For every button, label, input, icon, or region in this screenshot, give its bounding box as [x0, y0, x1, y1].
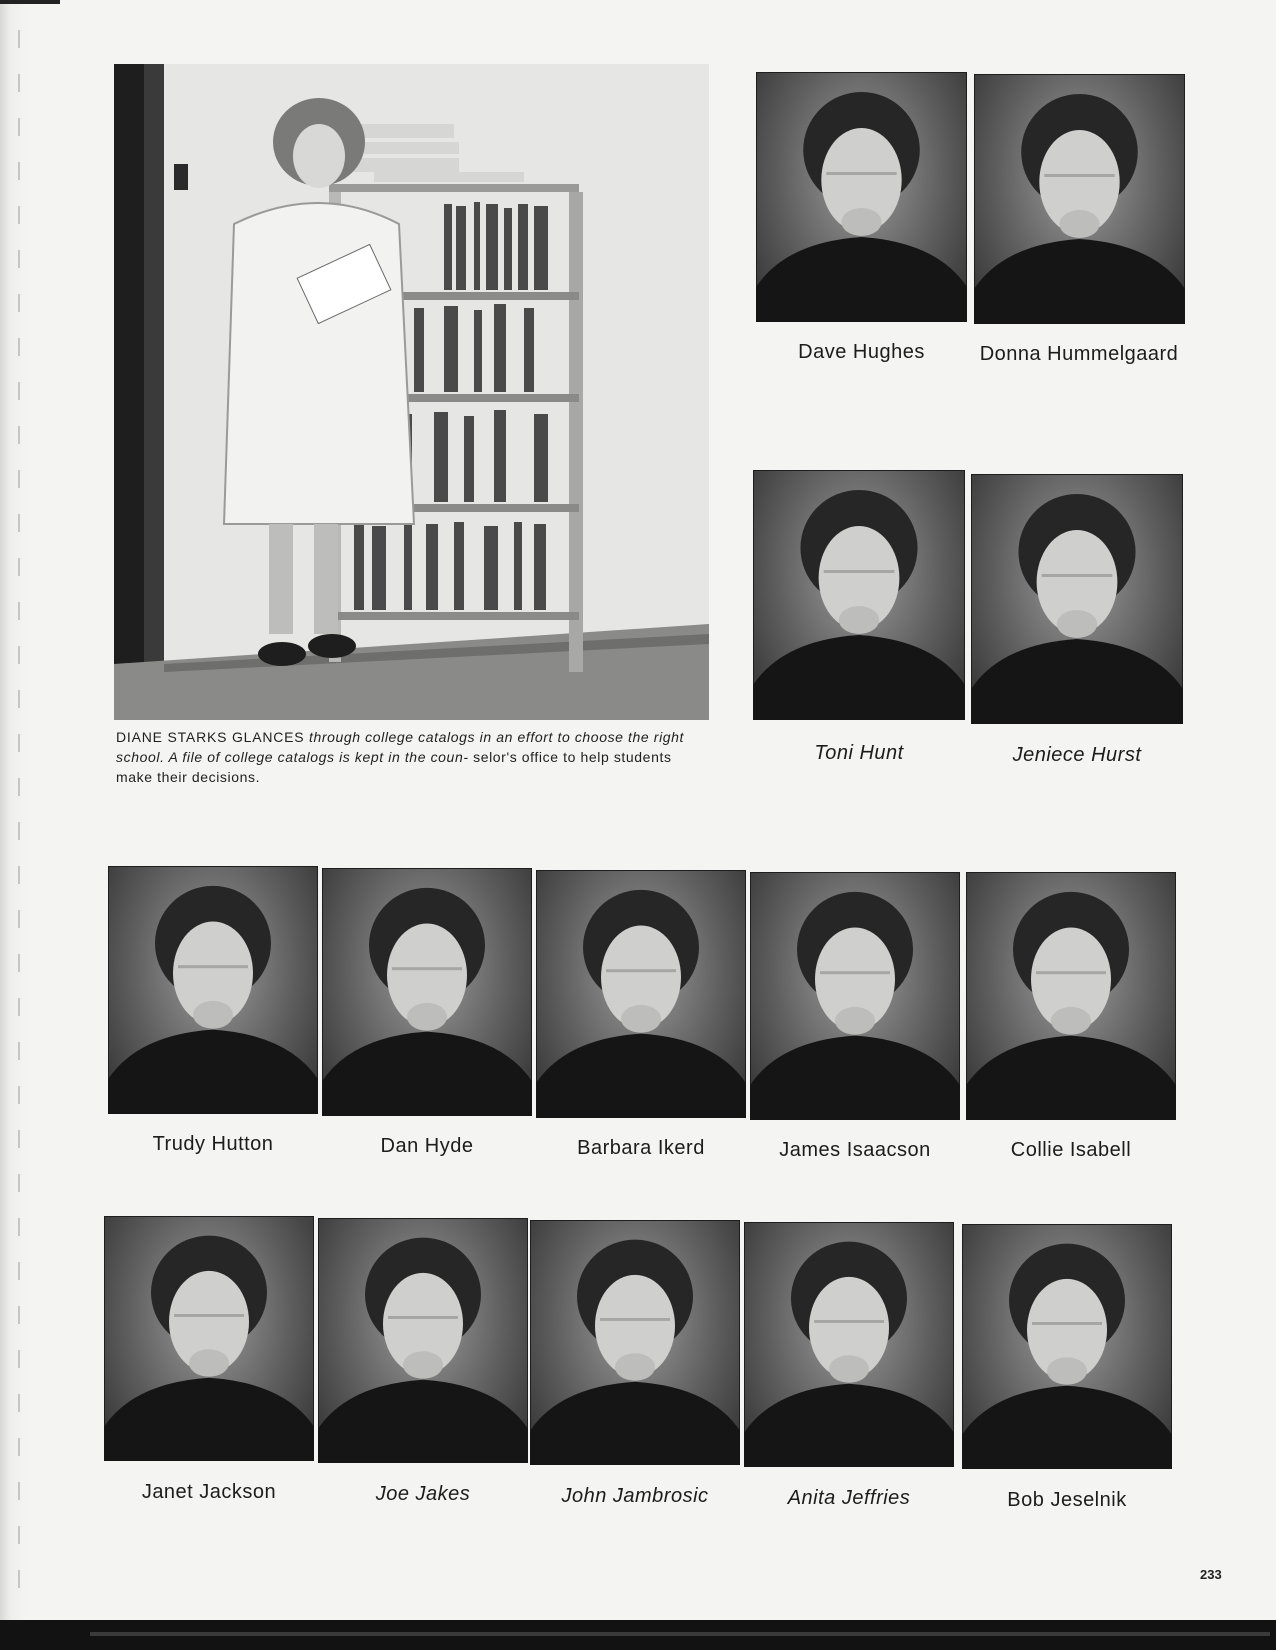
portrait-name: Donna Hummelgaard [979, 343, 1179, 365]
portrait-photo [962, 1224, 1172, 1469]
scan-corner-mark [0, 0, 60, 4]
portrait-photo [536, 870, 746, 1118]
portrait-name: Dave Hughes [798, 341, 925, 363]
portrait-name: Dan Hyde [380, 1135, 474, 1157]
portrait-figure [966, 872, 1176, 1120]
portrait-photo [974, 74, 1185, 324]
portrait-name: Barbara Ikerd [577, 1137, 705, 1159]
portrait-photo [756, 72, 967, 322]
portrait-name: Collie Isabell [1010, 1139, 1132, 1161]
portrait-photo [530, 1220, 740, 1465]
caption-normal-text: selor's office to help students make their decisions. [116, 749, 672, 785]
portrait-figure [536, 870, 746, 1118]
photo-caption [116, 727, 700, 787]
portrait-figure [322, 868, 532, 1116]
portrait-photo [744, 1222, 954, 1467]
portrait-photo [750, 872, 960, 1120]
portrait-figure [753, 470, 965, 720]
portrait-name: Janet Jackson [141, 1481, 277, 1503]
portrait-name: Toni Hunt [814, 742, 904, 764]
portrait-name: John Jambrosic [561, 1485, 709, 1507]
portrait-name: Trudy Hutton [152, 1133, 274, 1155]
portrait-photo [108, 866, 318, 1114]
portrait-photo [966, 872, 1176, 1120]
portrait-photo [971, 474, 1183, 724]
portrait-figure [108, 866, 318, 1114]
portrait-figure [962, 1224, 1172, 1469]
portrait-photo [753, 470, 965, 720]
portrait-name: Bob Jeselnik [1007, 1489, 1127, 1511]
portrait-name: Joe Jakes [375, 1483, 471, 1505]
book-binding-shadow [0, 0, 26, 1620]
portrait-figure [750, 872, 960, 1120]
caption-lead: DIANE STARKS GLANCES [116, 729, 305, 745]
caption-italic-text: through college catalogs in an effort to choose the right school. A file of college catalogs is kept in the coun- [116, 729, 685, 765]
portrait-photo [322, 868, 532, 1116]
portrait-name: Anita Jeffries [787, 1487, 911, 1509]
portrait-figure [530, 1220, 740, 1465]
portrait-figure [971, 474, 1183, 724]
portrait-figure [318, 1218, 528, 1463]
portrait-figure [974, 74, 1185, 324]
portrait-photo [318, 1218, 528, 1463]
portrait-name: Jeniece Hurst [1012, 744, 1142, 766]
scan-bottom-edge [0, 1620, 1276, 1650]
feature-photo-student-at-bookshelf [114, 64, 709, 720]
portrait-photo [104, 1216, 314, 1461]
portrait-figure [744, 1222, 954, 1467]
portrait-figure [104, 1216, 314, 1461]
portrait-name: James Isaacson [779, 1139, 931, 1161]
page-number: 233 [1200, 1567, 1222, 1582]
portrait-figure [756, 72, 967, 322]
